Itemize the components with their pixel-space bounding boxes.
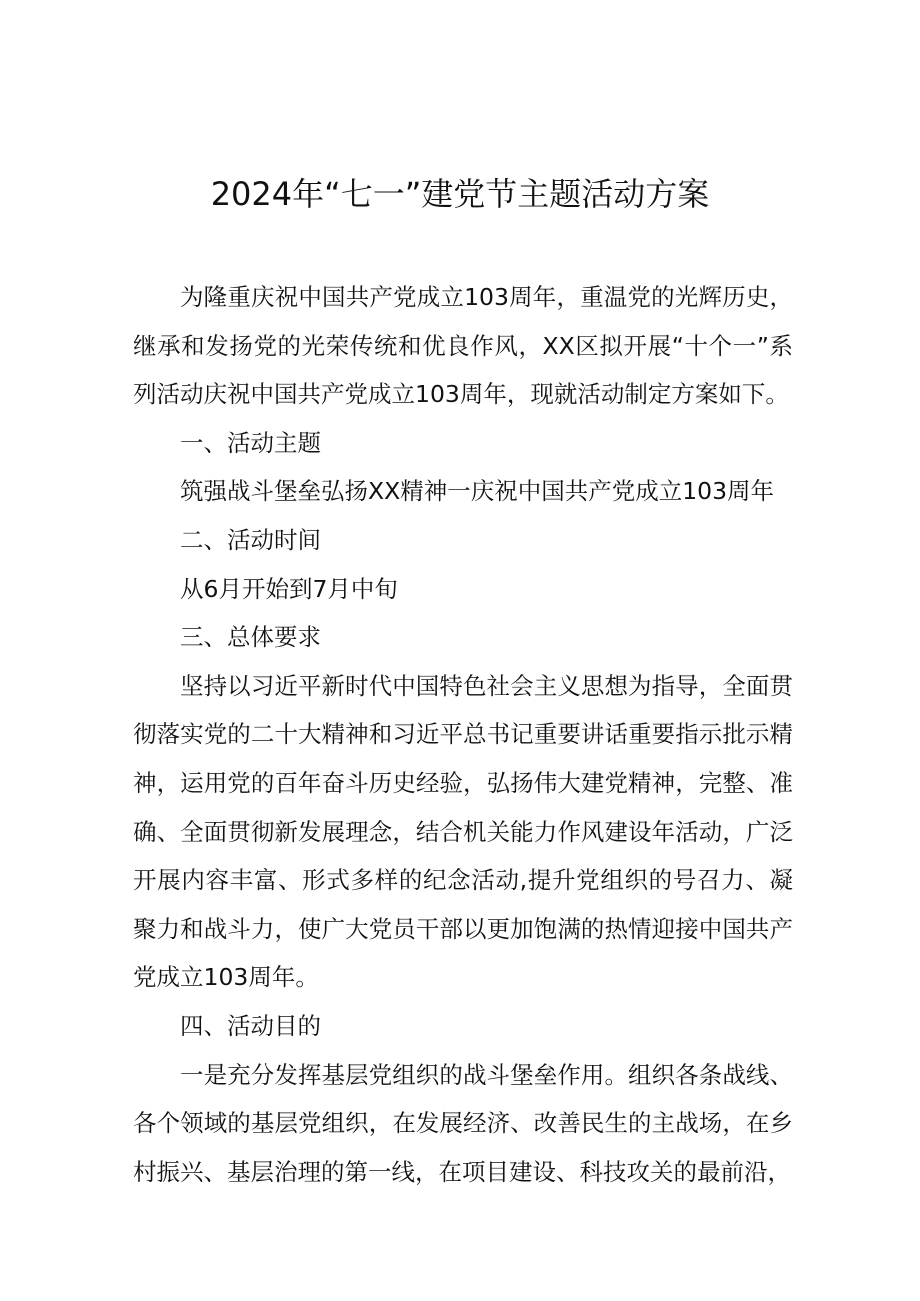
section-text-time: 从6月开始到7月中旬	[180, 574, 398, 603]
document-title: 2024年“七一”建党节主题活动方案	[210, 175, 710, 213]
section-heading-requirements: 三、总体要求	[180, 623, 321, 652]
section-heading-purpose: 四、活动目的	[180, 1011, 321, 1040]
section-heading-theme: 一、活动主题	[180, 428, 321, 457]
section-text-theme: 筑强战斗堡垒弘扬XX精神一庆祝中国共产党成立103周年	[180, 477, 775, 506]
section-heading-time: 二、活动时间	[180, 525, 321, 554]
intro-paragraph: 为隆重庆祝中国共产党成立103周年，重温党的光辉历史，继承和发扬党的光荣传统和优良作风，XX区拟开展“十个一”系列活动庆祝中国共产党成立103周年，现就活动制定方案如下。	[133, 283, 793, 409]
section-text-purpose: 一是充分发挥基层党组织的战斗堡垒作用。组织各条战线、各个领域的基层党组织，在发展经济、改善民生的主战场，在乡村振兴、基层治理的第一线，在项目建设、科技攻关的最前沿，	[133, 1060, 793, 1186]
document-body	[133, 273, 793, 1196]
section-text-requirements: 坚持以习近平新时代中国特色社会主义思想为指导，全面贯彻落实党的二十大精神和习近平总书记重要讲话重要指示批示精神，运用党的百年奋斗历史经验，弘扬伟大建党精神，完整、准确、全面贯彻新发展理念，结合机关能力作风建设年活动，广泛开展内容丰富、形式多样的纪念活动,提升党组织的号召力、凝聚力和战斗力，使广大党员干部以更加饱满的热情迎接中国共产党成立103周年。	[133, 671, 793, 992]
